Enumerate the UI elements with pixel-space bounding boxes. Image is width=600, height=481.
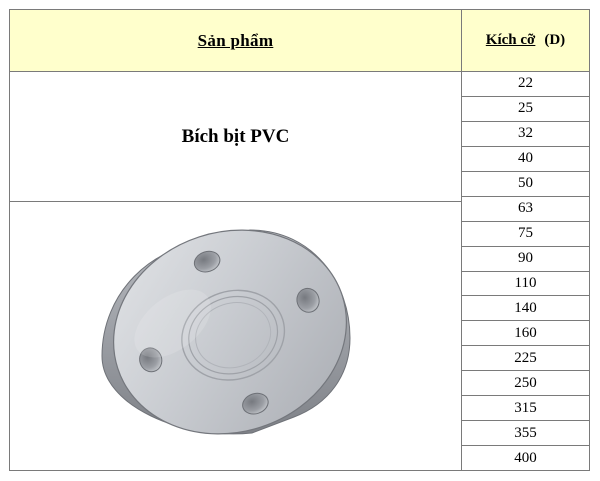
product-column (10, 10, 462, 470)
size-row: 40 (462, 147, 589, 172)
size-row: 25 (462, 97, 589, 122)
size-row: 400 (514, 449, 537, 466)
product-column-header-label: Sản phẩm (197, 30, 274, 50)
size-row: 140 (462, 296, 589, 321)
blind-flange-image (82, 208, 382, 458)
product-name-label: Bích bịt PVC (181, 125, 290, 147)
size-row: 75 (462, 222, 589, 247)
size-column (462, 10, 589, 470)
size-column-header-label: Kích cỡ (485, 32, 536, 48)
size-row: 22 (462, 72, 589, 97)
product-table (9, 9, 590, 471)
size-row: 250 (462, 371, 589, 396)
size-row: 50 (462, 172, 589, 197)
product-image-cell (10, 202, 461, 470)
size-row: 63 (462, 197, 589, 222)
size-row: 32 (462, 122, 589, 147)
size-column-header (462, 10, 589, 72)
size-row: 225 (462, 346, 589, 371)
size-list (462, 72, 589, 470)
size-row: 110 (462, 272, 589, 297)
size-row: 90 (462, 247, 589, 272)
size-row: 315 (462, 396, 589, 421)
blind-flange-icon (82, 208, 382, 458)
product-name-cell (10, 72, 461, 202)
size-column-header-unit: (D) (544, 32, 566, 48)
size-row: 355 (462, 421, 589, 446)
size-row: 160 (462, 321, 589, 346)
product-column-header (10, 10, 461, 72)
